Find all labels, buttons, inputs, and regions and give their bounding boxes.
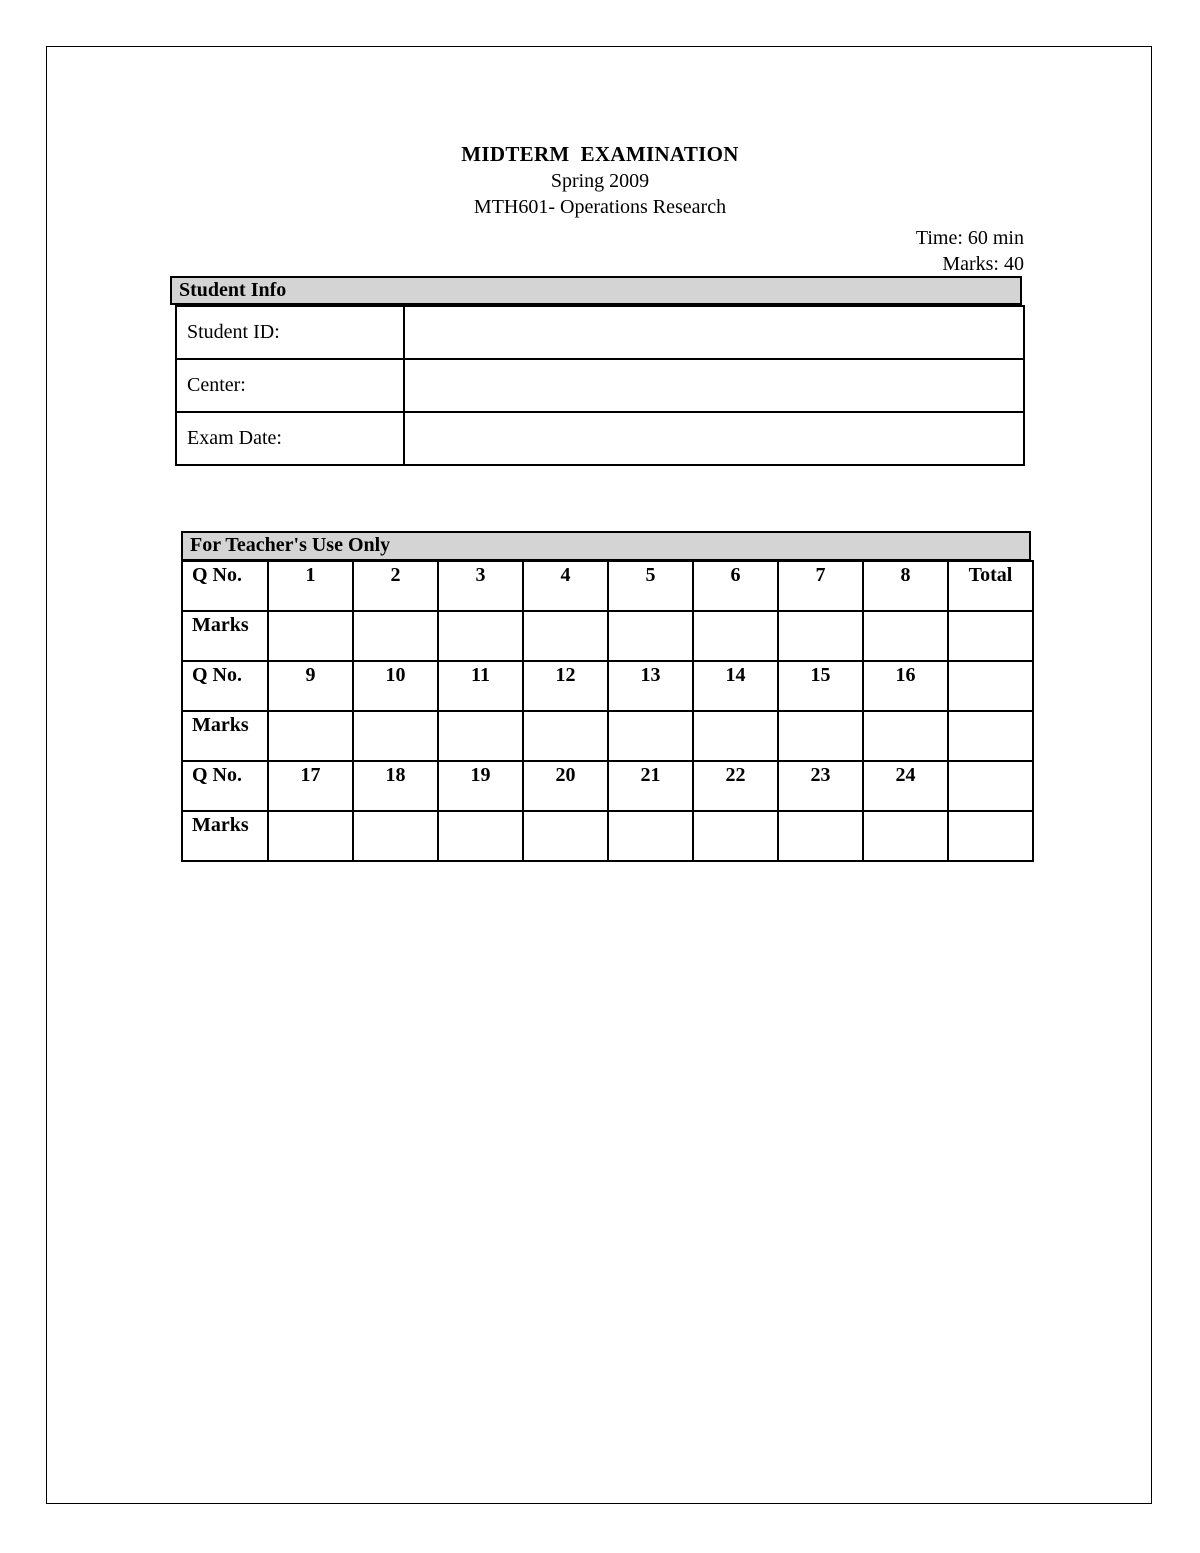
exam-marks: Marks: 40 (942, 253, 1024, 275)
question-number-cell: 16 (863, 661, 948, 711)
center-label: Center: (176, 359, 404, 412)
marks-cell[interactable] (268, 811, 353, 861)
marks-cell[interactable] (608, 611, 693, 661)
marks-cell[interactable] (523, 811, 608, 861)
question-number-cell: 3 (438, 561, 523, 611)
marks-row (182, 711, 1033, 761)
qno-label: Q No. (182, 661, 268, 711)
student-id-label: Student ID: (176, 306, 404, 359)
question-number-cell: 21 (608, 761, 693, 811)
exam-meta (916, 225, 1024, 277)
question-number-cell: 17 (268, 761, 353, 811)
total-label: Total (948, 561, 1033, 611)
empty-cell (948, 761, 1033, 811)
student-id-row (176, 306, 1024, 359)
question-number-cell: 18 (353, 761, 438, 811)
marks-cell[interactable] (608, 811, 693, 861)
marks-cell[interactable] (353, 811, 438, 861)
center-row (176, 359, 1024, 412)
question-number-row (182, 661, 1033, 711)
marks-cell[interactable] (438, 711, 523, 761)
marks-label: Marks (182, 611, 268, 661)
question-number-cell: 20 (523, 761, 608, 811)
marks-row (182, 611, 1033, 661)
empty-cell (948, 661, 1033, 711)
question-number-cell: 23 (778, 761, 863, 811)
center-field[interactable] (404, 359, 1024, 412)
exam-header (300, 141, 900, 220)
marks-cell[interactable] (863, 711, 948, 761)
marks-cell[interactable] (863, 611, 948, 661)
marks-cell[interactable] (778, 711, 863, 761)
marks-row (182, 811, 1033, 861)
marks-cell[interactable] (268, 611, 353, 661)
question-number-cell: 24 (863, 761, 948, 811)
marks-cell[interactable] (693, 711, 778, 761)
total-marks-cell[interactable] (948, 811, 1033, 861)
question-number-cell: 9 (268, 661, 353, 711)
marks-cell[interactable] (863, 811, 948, 861)
marks-label: Marks (182, 811, 268, 861)
marks-cell[interactable] (778, 811, 863, 861)
question-number-row (182, 761, 1033, 811)
exam-date-row (176, 412, 1024, 465)
question-number-row (182, 561, 1033, 611)
marks-label: Marks (182, 711, 268, 761)
question-number-cell: 22 (693, 761, 778, 811)
exam-term: Spring 2009 (550, 170, 650, 192)
question-number-cell: 11 (438, 661, 523, 711)
exam-course: MTH601- Operations Research (473, 196, 727, 218)
exam-date-label: Exam Date: (176, 412, 404, 465)
student-id-field[interactable] (404, 306, 1024, 359)
marks-cell[interactable] (438, 811, 523, 861)
marks-cell[interactable] (523, 611, 608, 661)
question-number-cell: 6 (693, 561, 778, 611)
qno-label: Q No. (182, 561, 268, 611)
question-number-cell: 13 (608, 661, 693, 711)
marks-cell[interactable] (693, 611, 778, 661)
teacher-use-section (181, 531, 1031, 862)
question-number-cell: 2 (353, 561, 438, 611)
exam-time: Time: 60 min (915, 227, 1024, 249)
question-number-cell: 8 (863, 561, 948, 611)
marks-cell[interactable] (523, 711, 608, 761)
teacher-use-heading: For Teacher's Use Only (181, 531, 1031, 560)
marks-cell[interactable] (353, 711, 438, 761)
student-info-section (170, 276, 1026, 466)
student-info-heading: Student Info (170, 276, 1022, 305)
question-number-cell: 15 (778, 661, 863, 711)
exam-title: MIDTERM EXAMINATION (461, 142, 739, 166)
total-marks-cell[interactable] (948, 611, 1033, 661)
exam-date-field[interactable] (404, 412, 1024, 465)
question-number-cell: 10 (353, 661, 438, 711)
question-number-cell: 19 (438, 761, 523, 811)
marks-cell[interactable] (778, 611, 863, 661)
marks-cell[interactable] (693, 811, 778, 861)
marks-cell[interactable] (608, 711, 693, 761)
marks-table (181, 560, 1034, 862)
student-info-table (175, 305, 1025, 466)
marks-cell[interactable] (438, 611, 523, 661)
question-number-cell: 4 (523, 561, 608, 611)
marks-cell[interactable] (353, 611, 438, 661)
qno-label: Q No. (182, 761, 268, 811)
marks-cell[interactable] (268, 711, 353, 761)
question-number-cell: 12 (523, 661, 608, 711)
question-number-cell: 14 (693, 661, 778, 711)
total-marks-cell[interactable] (948, 711, 1033, 761)
question-number-cell: 1 (268, 561, 353, 611)
question-number-cell: 5 (608, 561, 693, 611)
question-number-cell: 7 (778, 561, 863, 611)
